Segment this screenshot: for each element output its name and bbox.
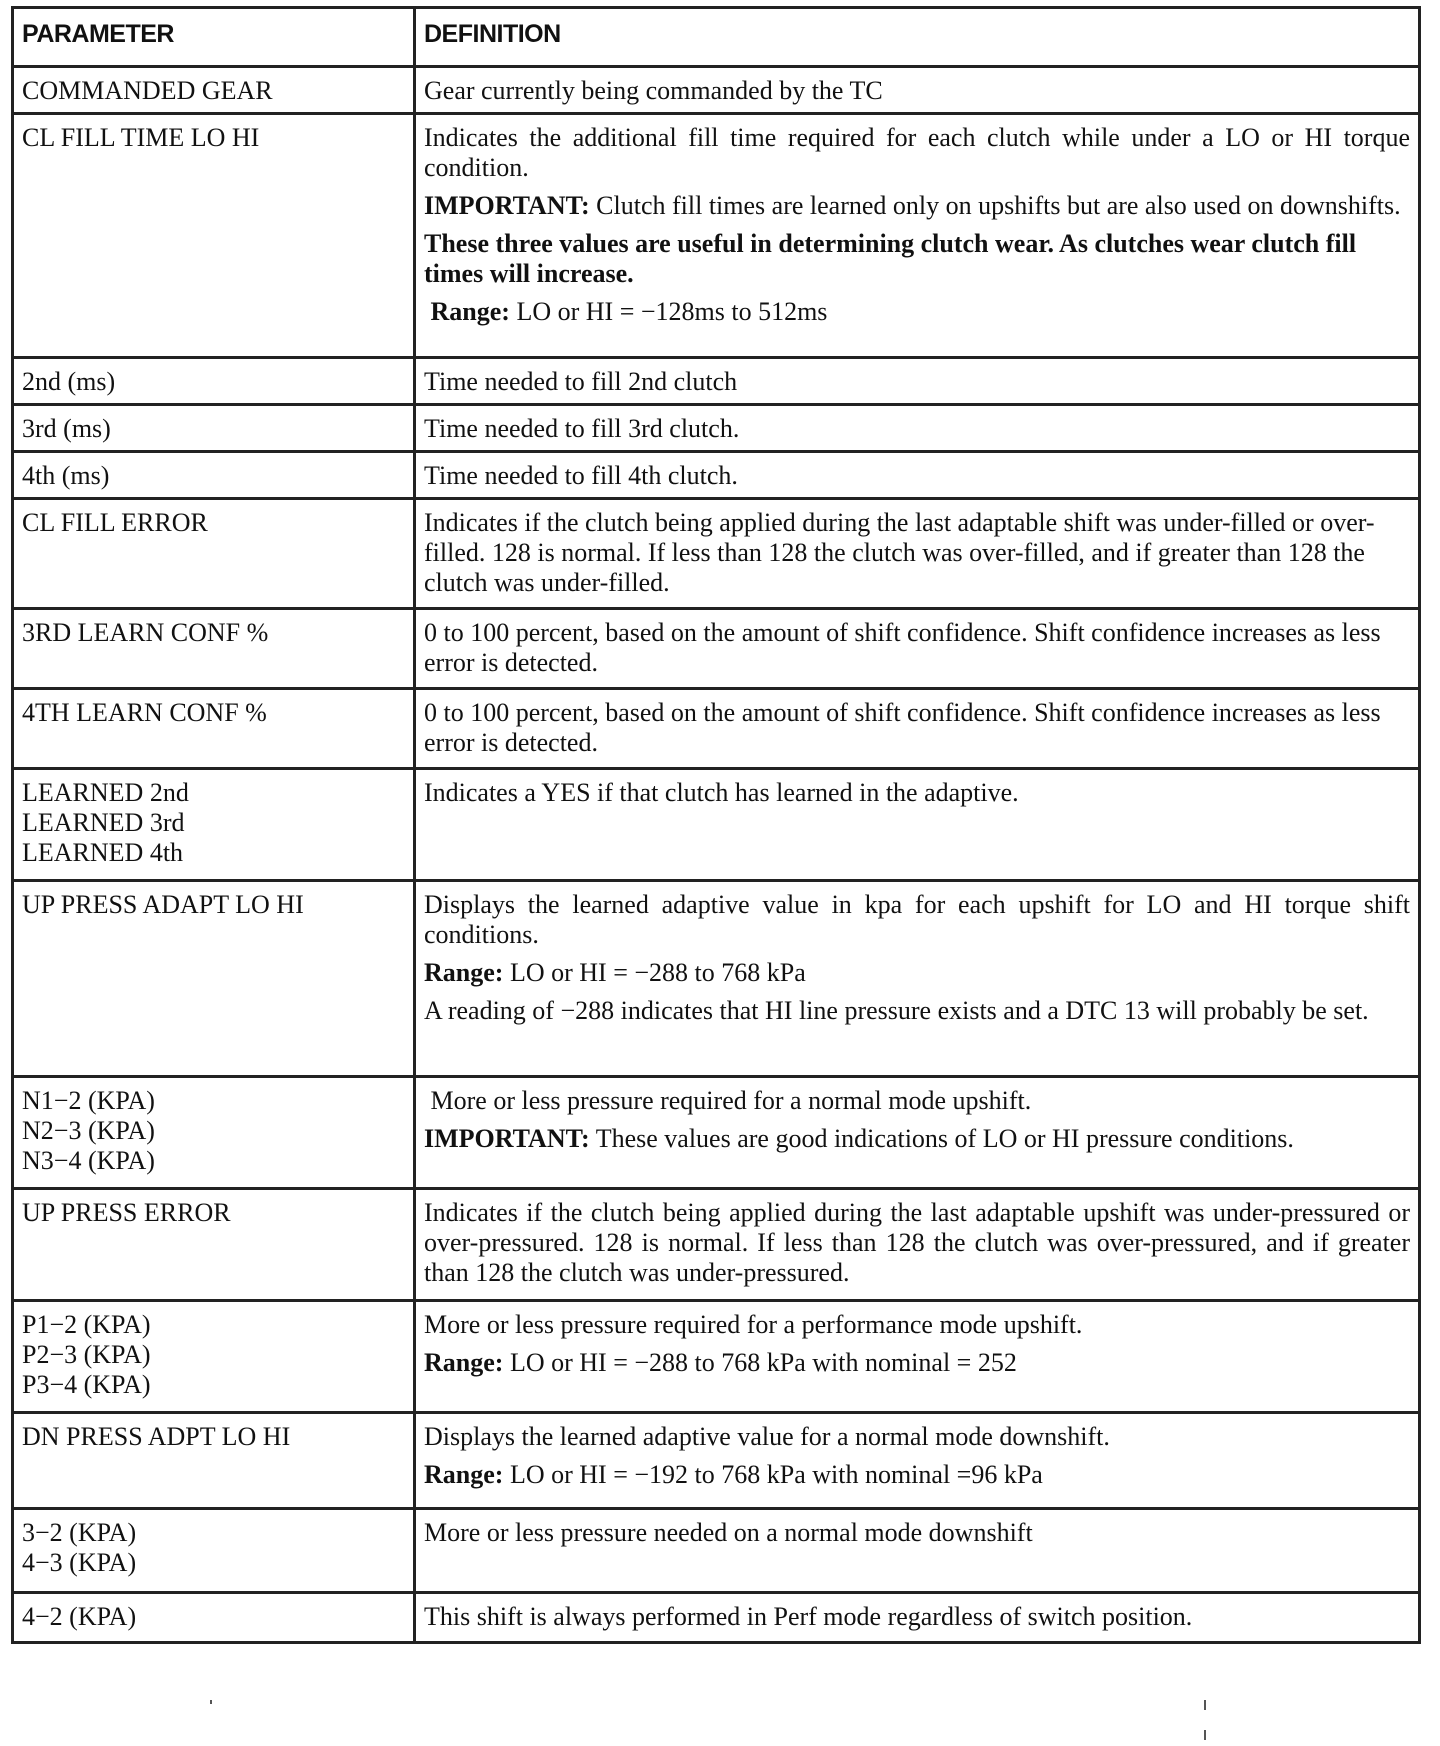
range-label: Range: bbox=[424, 1348, 504, 1377]
definition-cell bbox=[415, 689, 1420, 769]
scan-speck bbox=[210, 1700, 212, 1704]
range-text: LO or HI = −128ms to 512ms bbox=[509, 297, 828, 326]
parameter-cell bbox=[13, 499, 415, 609]
definition-cell bbox=[415, 609, 1420, 689]
table-row bbox=[13, 1593, 1420, 1643]
definition-text: Gear currently being commanded by the TC bbox=[424, 76, 883, 105]
parameter-cell bbox=[13, 358, 415, 405]
table-row bbox=[13, 499, 1420, 609]
definition-cell bbox=[415, 452, 1420, 499]
table-row bbox=[13, 358, 1420, 405]
parameter-cell bbox=[13, 1189, 415, 1301]
parameter-name: P3−4 (KPA) bbox=[22, 1370, 151, 1399]
definition-cell bbox=[415, 1189, 1420, 1301]
definition-text: Time needed to fill 2nd clutch bbox=[424, 367, 738, 396]
parameter-name: P2−3 (KPA) bbox=[22, 1340, 151, 1369]
parameter-column-header: PARAMETER bbox=[13, 8, 415, 67]
parameter-cell bbox=[13, 609, 415, 689]
parameter-cell bbox=[13, 1301, 415, 1413]
parameter-cell bbox=[13, 452, 415, 499]
definition-text: Displays the learned adaptive value in kpa for each upshift for LO and HI torque shift conditions. bbox=[424, 890, 1410, 949]
table-row bbox=[13, 1301, 1420, 1413]
table-row bbox=[13, 609, 1420, 689]
definition-cell bbox=[415, 881, 1420, 1077]
definition-range bbox=[424, 1348, 1410, 1378]
parameter-cell bbox=[13, 881, 415, 1077]
parameter-cell bbox=[13, 114, 415, 358]
definition-cell bbox=[415, 358, 1420, 405]
parameter-name: LEARNED 3rd bbox=[22, 808, 185, 837]
parameter-definition-table bbox=[11, 6, 1421, 1644]
parameter-name: 4TH LEARN CONF % bbox=[22, 698, 267, 727]
definition-cell bbox=[415, 499, 1420, 609]
parameter-name: CL FILL TIME LO HI bbox=[22, 123, 260, 152]
table-row bbox=[13, 881, 1420, 1077]
definition-emphasis: These three values are useful in determining clutch wear. As clutches wear clutch fill times will increase. bbox=[424, 229, 1357, 288]
parameter-name: 4−2 (KPA) bbox=[22, 1602, 137, 1631]
parameter-name: 3rd (ms) bbox=[22, 414, 111, 443]
parameter-name: LEARNED 2nd bbox=[22, 778, 189, 807]
parameter-name: 3RD LEARN CONF % bbox=[22, 618, 269, 647]
definition-cell bbox=[415, 1413, 1420, 1509]
table-row bbox=[13, 114, 1420, 358]
table-row bbox=[13, 769, 1420, 881]
definition-text: Time needed to fill 4th clutch. bbox=[424, 461, 738, 490]
definition-cell bbox=[415, 1509, 1420, 1593]
range-label: Range: bbox=[424, 958, 504, 987]
definition-text: More or less pressure needed on a normal mode downshift bbox=[424, 1518, 1033, 1547]
note-text: Clutch fill times are learned only on upshifts but are also used on downshifts. bbox=[589, 191, 1401, 220]
definition-range bbox=[424, 958, 1410, 988]
scan-speck bbox=[1204, 1730, 1206, 1740]
definition-text: 0 to 100 percent, based on the amount of shift confidence. Shift confidence increases as less error is detected. bbox=[424, 618, 1381, 677]
definition-range bbox=[424, 1460, 1410, 1490]
table-row bbox=[13, 1509, 1420, 1593]
definition-note bbox=[424, 191, 1410, 221]
parameter-name: UP PRESS ERROR bbox=[22, 1198, 231, 1227]
table-row bbox=[13, 1413, 1420, 1509]
range-text: LO or HI = −192 to 768 kPa with nominal =96 kPa bbox=[503, 1460, 1043, 1489]
table-row bbox=[13, 689, 1420, 769]
definition-text: A reading of −288 indicates that HI line pressure exists and a DTC 13 will probably be set. bbox=[424, 996, 1369, 1025]
definition-note bbox=[424, 1124, 1410, 1154]
table-row bbox=[13, 405, 1420, 452]
parameter-name: 4th (ms) bbox=[22, 461, 110, 490]
definition-text: Indicates if the clutch being applied during the last adaptable shift was under-filled or over-filled. 128 is normal. If less than 128 the clutch was over-filled, and if greater than 128 the clutch was under-filled. bbox=[424, 508, 1375, 597]
definition-cell bbox=[415, 1077, 1420, 1189]
parameter-name: N3−4 (KPA) bbox=[22, 1146, 155, 1175]
parameter-name: LEARNED 4th bbox=[22, 838, 184, 867]
scan-speck bbox=[1204, 1700, 1206, 1710]
table-row bbox=[13, 1189, 1420, 1301]
definition-cell bbox=[415, 769, 1420, 881]
definition-column-header: DEFINITION bbox=[415, 8, 1420, 67]
table-row bbox=[13, 1077, 1420, 1189]
parameter-name: CL FILL ERROR bbox=[22, 508, 208, 537]
parameter-cell bbox=[13, 1509, 415, 1593]
important-label: IMPORTANT: bbox=[424, 191, 590, 220]
definition-range bbox=[424, 297, 1410, 327]
range-label: Range: bbox=[424, 1460, 504, 1489]
range-text: LO or HI = −288 to 768 kPa bbox=[503, 958, 806, 987]
definition-text: Time needed to fill 3rd clutch. bbox=[424, 414, 740, 443]
table-row bbox=[13, 452, 1420, 499]
parameter-name: 3−2 (KPA) bbox=[22, 1518, 137, 1547]
parameter-name: UP PRESS ADAPT LO HI bbox=[22, 890, 304, 919]
parameter-cell bbox=[13, 1077, 415, 1189]
range-text: LO or HI = −288 to 768 kPa with nominal = 252 bbox=[503, 1348, 1017, 1377]
parameter-name: N1−2 (KPA) bbox=[22, 1086, 155, 1115]
parameter-cell bbox=[13, 1413, 415, 1509]
parameter-name: 2nd (ms) bbox=[22, 367, 116, 396]
definition-cell bbox=[415, 1301, 1420, 1413]
note-text: These values are good indications of LO or HI pressure conditions. bbox=[589, 1124, 1294, 1153]
definition-text: This shift is always performed in Perf mode regardless of switch position. bbox=[424, 1602, 1193, 1631]
definition-text: 0 to 100 percent, based on the amount of shift confidence. Shift confidence increases as less error is detected. bbox=[424, 698, 1381, 757]
definition-text: More or less pressure required for a performance mode upshift. bbox=[424, 1310, 1083, 1339]
important-label: IMPORTANT: bbox=[424, 1124, 590, 1153]
definition-cell bbox=[415, 114, 1420, 358]
parameter-cell bbox=[13, 405, 415, 452]
definition-text: Displays the learned adaptive value for a normal mode downshift. bbox=[424, 1422, 1110, 1451]
parameter-name: P1−2 (KPA) bbox=[22, 1310, 151, 1339]
definition-text: Indicates the additional fill time required for each clutch while under a LO or HI torque condition. bbox=[424, 123, 1410, 182]
definition-text: Indicates a YES if that clutch has learned in the adaptive. bbox=[424, 778, 1019, 807]
parameter-name: DN PRESS ADPT LO HI bbox=[22, 1422, 291, 1451]
definition-cell bbox=[415, 67, 1420, 114]
parameter-cell bbox=[13, 1593, 415, 1643]
range-label: Range: bbox=[430, 297, 510, 326]
definition-cell bbox=[415, 1593, 1420, 1643]
parameter-name: N2−3 (KPA) bbox=[22, 1116, 155, 1145]
parameter-cell bbox=[13, 769, 415, 881]
header-row bbox=[13, 8, 1420, 67]
definition-cell bbox=[415, 405, 1420, 452]
definition-text: More or less pressure required for a normal mode upshift. bbox=[424, 1086, 1032, 1115]
parameter-name: COMMANDED GEAR bbox=[22, 76, 273, 105]
definition-text: Indicates if the clutch being applied during the last adaptable upshift was under-pressured or over-pressured. 128 is normal. If less than 128 the clutch was over-pressured, and if greater than 128 the clutch was under-pressured. bbox=[424, 1198, 1410, 1287]
table-row bbox=[13, 67, 1420, 114]
parameter-cell bbox=[13, 689, 415, 769]
parameter-cell bbox=[13, 67, 415, 114]
parameter-name: 4−3 (KPA) bbox=[22, 1548, 137, 1577]
